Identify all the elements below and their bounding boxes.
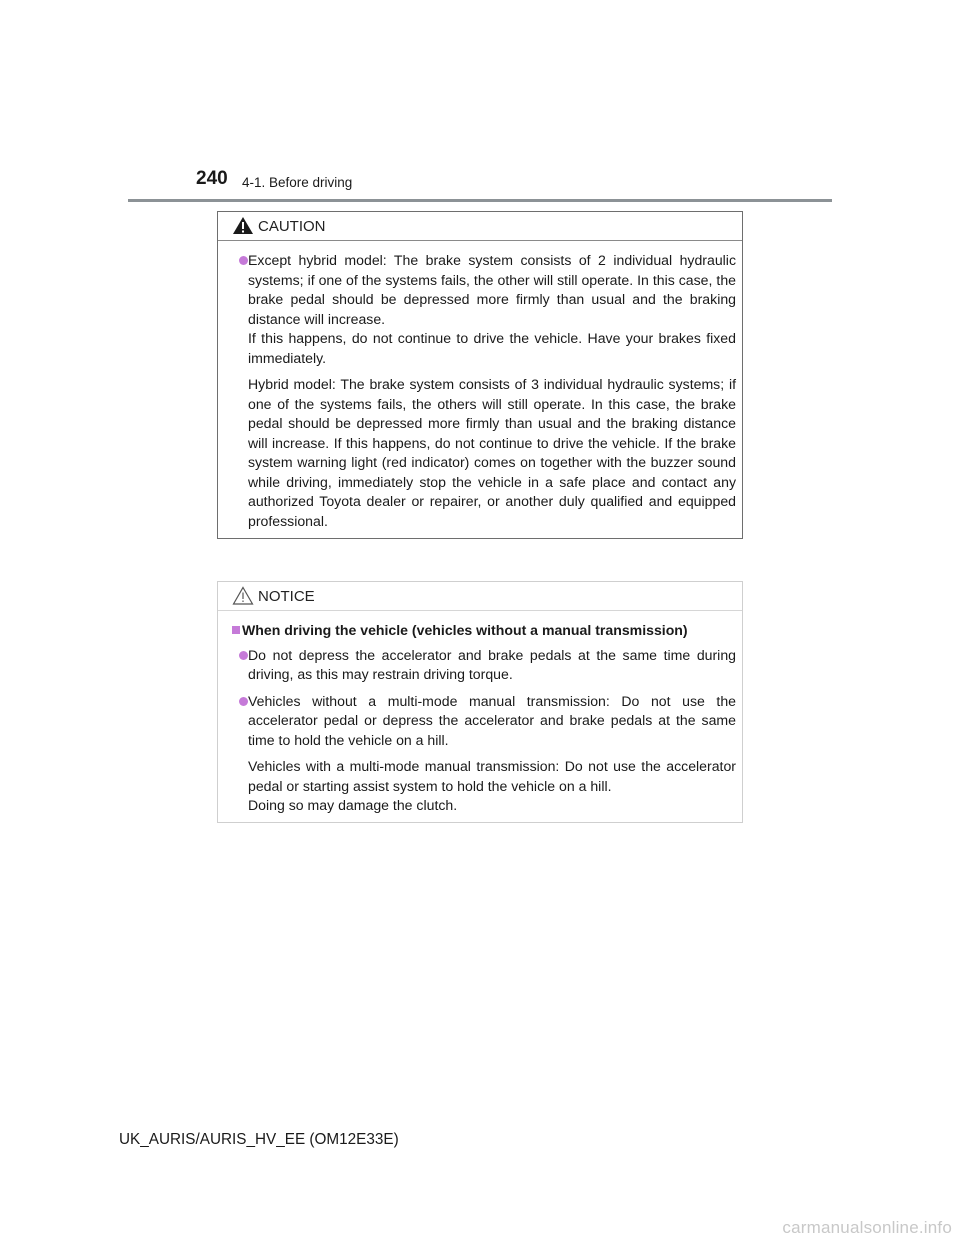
page-number: 240 [196, 168, 228, 189]
caution-header [218, 212, 742, 241]
bullet-dot [239, 256, 248, 265]
bullet-dot [239, 651, 248, 660]
section-title: 4-1. Before driving [242, 175, 353, 190]
watermark: carmanualsonline.info [782, 1218, 952, 1237]
caution-bullet-item [226, 251, 736, 329]
warning-triangle-icon [232, 216, 254, 235]
caution-body [218, 241, 742, 531]
footer-doc-code: UK_AURIS/AURIS_HV_EE (OM12E33E) [119, 1131, 399, 1148]
notice-bullet-item-1 [226, 646, 736, 685]
notice-heading-text: When driving the vehicle (vehicles without a manual transmission) [242, 622, 688, 638]
notice-box [217, 581, 743, 823]
caution-title: CAUTION [258, 218, 326, 235]
notice-bullet-item-2 [226, 692, 736, 751]
notice-bullet-2-text: Vehicles without a multi-mode manual transmission: Do not use the accelerator pedal or depress the accelerator and brake pedals at the same time to hold the vehicle on a hill. [248, 692, 736, 748]
bullet-dot [239, 697, 248, 706]
notice-bullet-2-para-2: Vehicles with a multi-mode manual transmission: Do not use the accelerator pedal or starting assist system to hold the vehicle on a hill. [248, 758, 736, 794]
notice-header [218, 582, 742, 611]
notice-heading [226, 621, 736, 641]
notice-bullet-1-text: Do not depress the accelerator and brake pedals at the same time during driving, as this may restrain driving torque. [248, 646, 736, 682]
caution-paragraph-2: If this happens, do not continue to drive the vehicle. Have your brakes fixed immediately. [248, 330, 736, 366]
header-rule [128, 199, 832, 202]
caution-paragraph-1: Except hybrid model: The brake system consists of 2 individual hydraulic systems; if one of the systems fails, the other will still operate. In this case, the brake pedal should be depressed more firmly than usual and the braking distance will increase. [248, 252, 736, 327]
caution-paragraph-3: Hybrid model: The brake system consists of 3 individual hydraulic systems; if one of the systems fails, the others will still operate. In this case, the brake pedal should be depressed more firmly than usual and the braking distance will increase. If this happens, do not continue to drive the vehicle. If the brake system warning light (red indicator) comes on together with the buzzer sound while driving, immediately stop the vehicle in a safe place and contact any authorized Toyota dealer or repairer, or another duly qualified and equipped professional. [248, 376, 736, 529]
square-bullet [232, 626, 240, 634]
notice-title: NOTICE [258, 588, 315, 605]
warning-triangle-outline-icon [232, 586, 254, 605]
caution-box [217, 211, 743, 539]
notice-body [218, 611, 742, 816]
notice-bullet-2-para-3: Doing so may damage the clutch. [248, 797, 458, 813]
